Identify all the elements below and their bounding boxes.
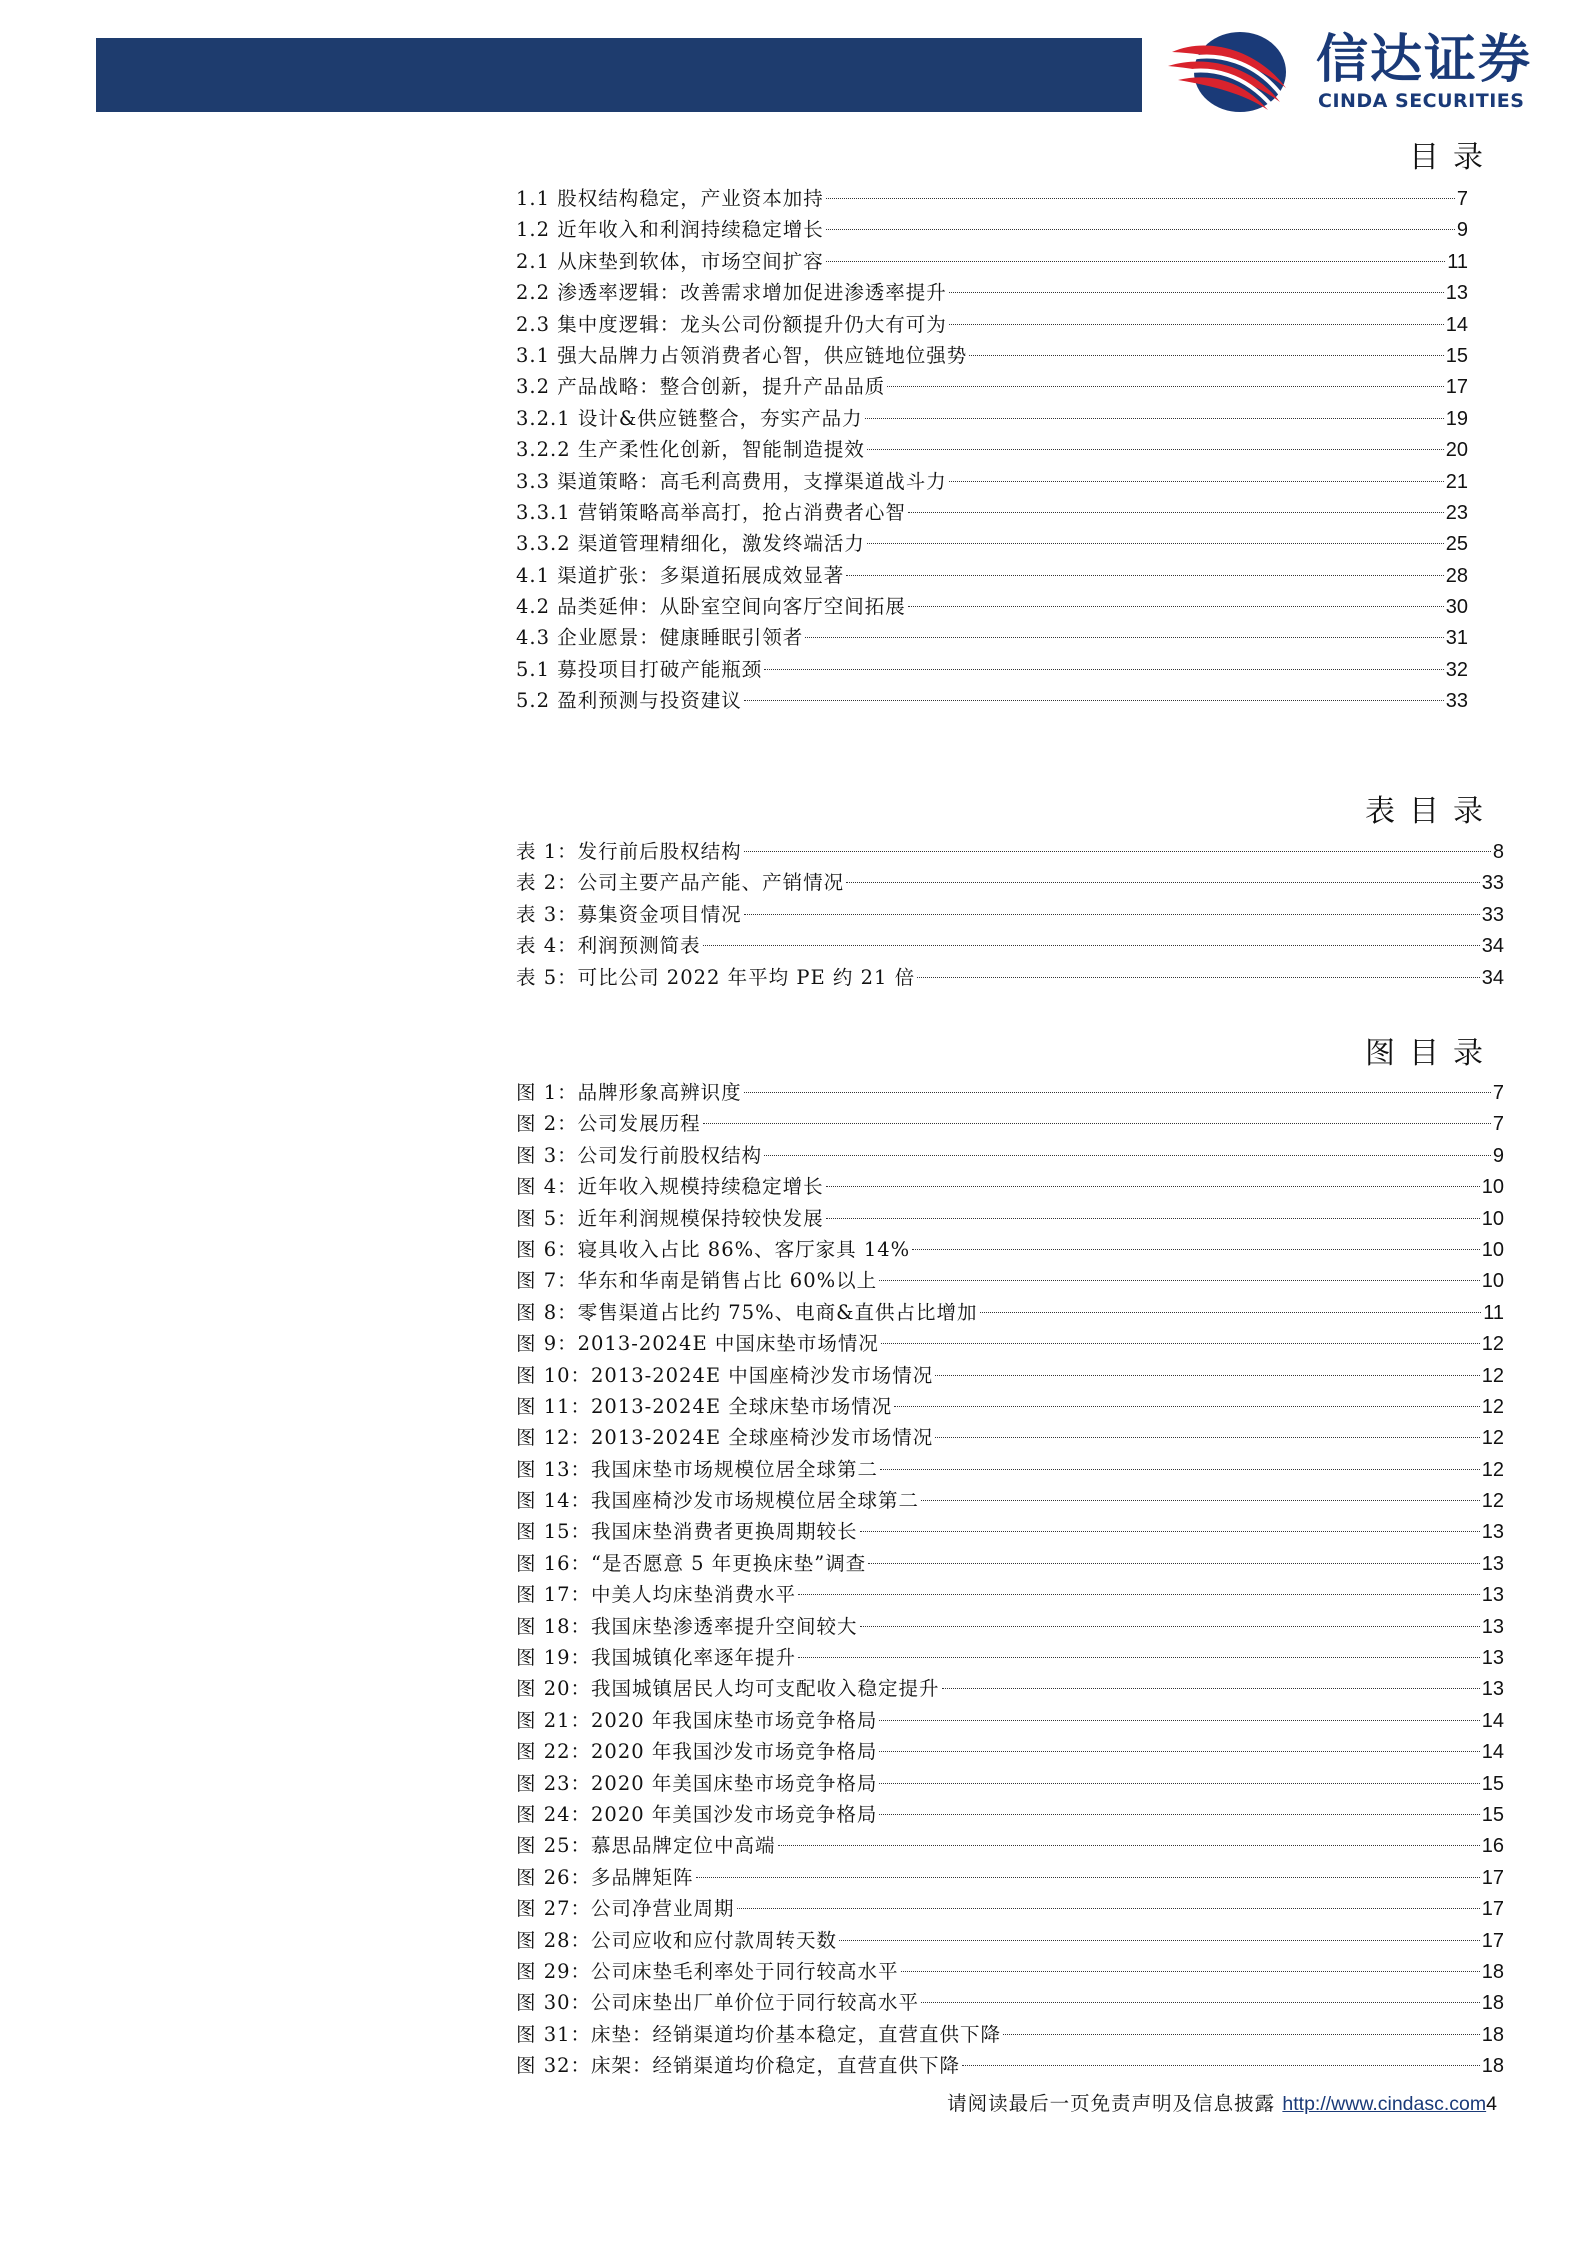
- dot-leader: [696, 1877, 1480, 1878]
- figure-entry-label: 图 29：公司床垫毛利率处于同行较高水平: [516, 1959, 899, 1983]
- toc-entry-label: 5.1 募投项目打破产能瓶颈: [516, 657, 763, 681]
- table-entry-label: 表 5：可比公司 2022 年平均 PE 约 21 倍: [516, 965, 916, 989]
- toc-entry-label: 3.2.2 生产柔性化创新，智能制造提效: [516, 438, 865, 462]
- dot-leader: [894, 1406, 1479, 1407]
- dot-leader: [826, 1186, 1480, 1187]
- dot-leader: [839, 1940, 1480, 1941]
- toc-entry-label: 1.1 股权结构稳定，产业资本加持: [516, 187, 824, 210]
- toc-entry-label: 4.1 渠道扩张：多渠道拓展成效显著: [516, 563, 845, 587]
- toc-entry-label: 3.2.1 设计&供应链整合，夯实产品力: [516, 406, 863, 430]
- figure-entry-page: 15: [1481, 1772, 1504, 1795]
- table-entry-label: 表 2：公司主要产品产能、产销情况: [516, 871, 845, 895]
- figure-entry-label: 图 19：我国城镇化率逐年提升: [516, 1646, 797, 1670]
- figure-entry[interactable]: [516, 1265, 1504, 1296]
- figure-entry-label: 图 30：公司床垫出厂单价位于同行较高水平: [516, 1991, 920, 2015]
- dot-leader: [917, 977, 1480, 978]
- figure-entry-label: 图 32：床架：经销渠道均价稳定，直营直供下降: [516, 2054, 961, 2078]
- dot-leader: [865, 418, 1444, 419]
- dot-leader: [867, 449, 1444, 450]
- figure-entry[interactable]: [516, 1673, 1504, 1704]
- figure-entry[interactable]: [516, 1516, 1504, 1547]
- table-entry[interactable]: [516, 867, 1504, 898]
- toc-entry[interactable]: [516, 497, 1468, 528]
- figure-entry-label: 图 28：公司应收和应付款周转天数: [516, 1928, 838, 1952]
- toc-entry-page: 14: [1445, 313, 1468, 336]
- figure-entry-label: 图 31：床垫：经销渠道均价基本稳定，直营直供下降: [516, 2022, 1002, 2046]
- toc-entry-page: 25: [1445, 533, 1468, 556]
- figure-entry[interactable]: [516, 1297, 1504, 1328]
- figure-entry[interactable]: [516, 1108, 1504, 1139]
- figure-entry-page: 17: [1481, 1929, 1504, 1952]
- figure-entry-label: 图 24：2020 年美国沙发市场竞争格局: [516, 1802, 878, 1826]
- figure-entry-label: 图 5：近年利润规模保持较快发展: [516, 1206, 824, 1230]
- figure-entry-label: 图 14：我国座椅沙发市场规模位居全球第二: [516, 1489, 920, 1513]
- figure-entry-label: 图 16：“是否愿意 5 年更换床垫”调查: [516, 1551, 867, 1575]
- toc-entry-page: 30: [1445, 596, 1468, 619]
- toc-entry-label: 1.2 近年收入和利润持续稳定增长: [516, 218, 824, 242]
- figure-entry[interactable]: [516, 1360, 1504, 1391]
- brand-logo: [1168, 30, 1560, 114]
- figure-entry-page: 13: [1481, 1552, 1504, 1575]
- figure-entry-label: 图 4：近年收入规模持续稳定增长: [516, 1175, 824, 1199]
- figure-entry-label: 图 22：2020 年我国沙发市场竞争格局: [516, 1740, 878, 1764]
- toc-entry-page: 17: [1445, 376, 1468, 399]
- dot-leader: [744, 914, 1480, 915]
- figure-entry-label: 图 21：2020 年我国床垫市场竞争格局: [516, 1708, 878, 1732]
- toc-entry-page: 7: [1456, 188, 1468, 210]
- dot-leader: [881, 1343, 1480, 1344]
- figure-entry-page: 18: [1481, 1992, 1504, 2015]
- toc-entry[interactable]: [516, 340, 1468, 371]
- figure-entry-page: 12: [1481, 1333, 1504, 1356]
- toc-entry-label: 4.3 企业愿景：健康睡眠引领者: [516, 626, 804, 650]
- toc-entry[interactable]: [516, 403, 1468, 434]
- dot-leader: [879, 1751, 1479, 1752]
- figure-entry[interactable]: [516, 1925, 1504, 1956]
- toc-entry[interactable]: [516, 654, 1468, 685]
- toc-entry[interactable]: [516, 622, 1468, 653]
- figure-entry[interactable]: [516, 1485, 1504, 1516]
- dot-leader: [846, 575, 1444, 576]
- figure-entry-label: 图 10：2013-2024E 中国座椅沙发市场情况: [516, 1363, 934, 1387]
- figures-heading: 图目录: [1365, 1036, 1497, 1071]
- brand-name-cn: 信达证券: [1316, 30, 1533, 90]
- toc-entry-page: 32: [1445, 658, 1468, 681]
- toc-entry-label: 5.2 盈利预测与投资建议: [516, 689, 742, 713]
- dot-leader: [764, 1155, 1491, 1156]
- figure-entry-page: 13: [1481, 1678, 1504, 1701]
- figure-entry-page: 10: [1481, 1176, 1504, 1199]
- figure-entry-label: 图 25：慕思品牌定位中高端: [516, 1834, 776, 1858]
- dot-leader: [798, 1594, 1480, 1595]
- figure-entry-page: 18: [1481, 2055, 1504, 2078]
- figure-entry-page: 12: [1481, 1458, 1504, 1481]
- dot-leader: [942, 1688, 1480, 1689]
- dot-leader: [901, 1971, 1480, 1972]
- dot-leader: [879, 1720, 1479, 1721]
- figure-entry[interactable]: [516, 1611, 1504, 1642]
- header-bar: [96, 38, 1142, 112]
- figure-entry-page: 10: [1481, 1270, 1504, 1293]
- figure-entry-label: 图 6：寝具收入占比 86%、客厅家具 14%: [516, 1237, 911, 1261]
- toc-entry-page: 11: [1447, 250, 1468, 273]
- figure-entry[interactable]: [516, 2019, 1504, 2050]
- figure-entry-page: 13: [1481, 1647, 1504, 1670]
- figures-list: [516, 1077, 1504, 2082]
- dot-leader: [846, 882, 1480, 883]
- figure-entry[interactable]: [516, 1077, 1504, 1108]
- table-entry[interactable]: [516, 899, 1504, 930]
- figure-entry[interactable]: [516, 1830, 1504, 1861]
- figure-entry-label: 图 7：华东和华南是销售占比 60%以上: [516, 1269, 878, 1293]
- figure-entry[interactable]: [516, 1171, 1504, 1202]
- figure-entry[interactable]: [516, 1956, 1504, 1987]
- dot-leader: [969, 355, 1444, 356]
- figure-entry[interactable]: [516, 1799, 1504, 1830]
- dot-leader: [826, 198, 1455, 199]
- figure-entry-label: 图 18：我国床垫渗透率提升空间较大: [516, 1614, 858, 1638]
- dot-leader: [879, 1814, 1479, 1815]
- figure-entry-label: 图 12：2013-2024E 全球座椅沙发市场情况: [516, 1426, 934, 1450]
- dot-leader: [737, 1908, 1480, 1909]
- figure-entry-label: 图 9：2013-2024E 中国床垫市场情况: [516, 1332, 879, 1356]
- table-entry-page: 34: [1481, 966, 1504, 989]
- figure-entry-page: 13: [1481, 1521, 1504, 1544]
- figure-entry-label: 图 15：我国床垫消费者更换周期较长: [516, 1520, 858, 1544]
- figure-entry[interactable]: [516, 1203, 1504, 1234]
- dot-leader: [867, 543, 1444, 544]
- dot-leader: [805, 637, 1444, 638]
- figure-entry-page: 16: [1481, 1835, 1504, 1858]
- figure-entry-label: 图 8：零售渠道占比约 75%、电商&直供占比增加: [516, 1300, 978, 1324]
- dot-leader: [921, 2002, 1480, 2003]
- dot-leader: [962, 2065, 1480, 2066]
- figure-entry[interactable]: [516, 1862, 1504, 1893]
- figure-entry-label: 图 20：我国城镇居民人均可支配收入稳定提升: [516, 1677, 940, 1701]
- toc-entry-page: 23: [1445, 501, 1468, 524]
- dot-leader: [764, 669, 1444, 670]
- toc-entry-label: 2.2 渗透率逻辑：改善需求增加促进渗透率提升: [516, 281, 947, 305]
- dot-leader: [703, 945, 1480, 946]
- figure-entry-label: 图 1：品牌形象高辨识度: [516, 1081, 742, 1104]
- figure-entry-page: 18: [1481, 1960, 1504, 1983]
- dot-leader: [949, 324, 1444, 325]
- toc-entry-label: 3.1 强大品牌力占领消费者心智，供应链地位强势: [516, 343, 968, 367]
- dot-leader: [778, 1845, 1480, 1846]
- footer-disclaimer: 请阅读最后一页免责声明及信息披露: [947, 2092, 1276, 2115]
- figure-entry[interactable]: [516, 1736, 1504, 1767]
- figure-entry[interactable]: [516, 1234, 1504, 1265]
- figure-entry-page: 11: [1483, 1301, 1504, 1324]
- figure-entry-page: 15: [1481, 1803, 1504, 1826]
- dot-leader: [860, 1531, 1480, 1532]
- figure-entry-page: 7: [1492, 1113, 1504, 1136]
- table-entry-label: 表 3：募集资金项目情况: [516, 902, 742, 926]
- figure-entry-page: 12: [1481, 1490, 1504, 1513]
- figure-entry-label: 图 11：2013-2024E 全球床垫市场情况: [516, 1394, 893, 1418]
- figure-entry-page: 10: [1481, 1207, 1504, 1230]
- dot-leader: [949, 292, 1444, 293]
- toc-entry-page: 19: [1445, 407, 1468, 430]
- figure-entry-label: 图 23：2020 年美国床垫市场竞争格局: [516, 1771, 878, 1795]
- toc-entry[interactable]: [516, 183, 1468, 214]
- toc-entry-page: 9: [1456, 219, 1468, 242]
- dot-leader: [980, 1312, 1482, 1313]
- figure-entry-page: 13: [1481, 1584, 1504, 1607]
- toc-entry-page: 28: [1445, 564, 1468, 587]
- dot-leader: [1003, 2034, 1480, 2035]
- toc-entry-page: 33: [1445, 690, 1468, 713]
- dot-leader: [949, 481, 1444, 482]
- figure-entry[interactable]: [516, 1391, 1504, 1422]
- figure-entry-label: 图 26：多品牌矩阵: [516, 1865, 694, 1889]
- dot-leader: [908, 512, 1444, 513]
- dot-leader: [879, 1783, 1479, 1784]
- tables-heading: 表目录: [1365, 794, 1497, 829]
- dot-leader: [744, 1092, 1491, 1093]
- dot-leader: [935, 1375, 1479, 1376]
- toc-entry[interactable]: [516, 528, 1468, 559]
- cinda-swoosh-logo-icon: [1168, 30, 1298, 114]
- figure-entry-page: 7: [1492, 1082, 1504, 1104]
- figure-entry-page: 17: [1481, 1898, 1504, 1921]
- figure-entry-label: 图 3：公司发行前股权结构: [516, 1143, 763, 1167]
- figure-entry-label: 图 13：我国床垫市场规模位居全球第二: [516, 1457, 879, 1481]
- table-entry-page: 33: [1481, 872, 1504, 895]
- figure-entry[interactable]: [516, 1893, 1504, 1924]
- toc-entry[interactable]: [516, 591, 1468, 622]
- toc-entry-page: 31: [1445, 627, 1468, 650]
- table-entry[interactable]: [516, 836, 1504, 867]
- figure-entry[interactable]: [516, 1987, 1504, 2018]
- dot-leader: [703, 1123, 1491, 1124]
- dot-leader: [860, 1626, 1480, 1627]
- toc-entry-label: 2.3 集中度逻辑：龙头公司份额提升仍大有可为: [516, 312, 947, 336]
- toc-entry[interactable]: [516, 685, 1468, 716]
- figure-entry[interactable]: [516, 1768, 1504, 1799]
- table-entry-page: 33: [1481, 903, 1504, 926]
- table-entry-label: 表 1：发行前后股权结构: [516, 840, 742, 863]
- toc-entry[interactable]: [516, 560, 1468, 591]
- toc-entry[interactable]: [516, 434, 1468, 465]
- dot-leader: [935, 1437, 1479, 1438]
- toc-entry-page: 13: [1445, 282, 1468, 305]
- footer: [947, 2090, 1497, 2118]
- dot-leader: [826, 229, 1455, 230]
- figure-entry-label: 图 27：公司净营业周期: [516, 1897, 735, 1921]
- page-number: 4: [1486, 2093, 1497, 2115]
- dot-leader: [908, 606, 1444, 607]
- toc-entry-page: 21: [1445, 470, 1468, 493]
- figure-entry[interactable]: [516, 1579, 1504, 1610]
- toc-entry-label: 4.2 品类延伸：从卧室空间向客厅空间拓展: [516, 595, 906, 619]
- footer-url-link[interactable]: http://www.cindasc.com: [1282, 2093, 1487, 2115]
- brand-name-en: CINDA SECURITIES: [1318, 90, 1525, 112]
- dot-leader: [880, 1469, 1480, 1470]
- toc-entry-label: 3.3.2 渠道管理精细化，激发终端活力: [516, 532, 865, 556]
- table-entry-page: 34: [1481, 935, 1504, 958]
- table-entry-label: 表 4：利润预测简表: [516, 934, 701, 958]
- toc-heading: 目录: [1409, 140, 1497, 175]
- toc-entry-page: 15: [1445, 344, 1468, 367]
- figure-entry-label: 图 17：中美人均床垫消费水平: [516, 1583, 797, 1607]
- figure-entry-page: 9: [1492, 1144, 1504, 1167]
- toc-list: [516, 183, 1504, 717]
- dot-leader: [921, 1500, 1480, 1501]
- toc-entry-label: 2.1 从床垫到软体，市场空间扩容: [516, 249, 824, 273]
- figure-entry-page: 12: [1481, 1395, 1504, 1418]
- figure-entry-label: 图 2：公司发展历程: [516, 1112, 701, 1136]
- dot-leader: [744, 851, 1491, 852]
- figure-entry[interactable]: [516, 1140, 1504, 1171]
- table-entry[interactable]: [516, 930, 1504, 961]
- figure-entry-page: 14: [1481, 1709, 1504, 1732]
- figure-entry-page: 12: [1481, 1364, 1504, 1387]
- figure-entry[interactable]: [516, 1705, 1504, 1736]
- toc-entry[interactable]: [516, 277, 1468, 308]
- dot-leader: [868, 1563, 1479, 1564]
- toc-entry-label: 3.3 渠道策略：高毛利高费用，支撑渠道战斗力: [516, 469, 947, 493]
- table-entry[interactable]: [516, 962, 1504, 993]
- dot-leader: [744, 700, 1444, 701]
- table-entry-page: 8: [1492, 841, 1504, 863]
- toc-entry[interactable]: [516, 466, 1468, 497]
- figure-entry-page: 18: [1481, 2023, 1504, 2046]
- toc-entry-label: 3.3.1 营销策略高举高打，抢占消费者心智: [516, 500, 906, 524]
- figure-entry[interactable]: [516, 2050, 1504, 2081]
- toc-entry-label: 3.2 产品战略：整合创新，提升产品品质: [516, 375, 886, 399]
- figure-entry-page: 17: [1481, 1866, 1504, 1889]
- figure-entry-page: 13: [1481, 1615, 1504, 1638]
- toc-entry[interactable]: [516, 214, 1468, 245]
- figure-entry[interactable]: [516, 1454, 1504, 1485]
- dot-leader: [798, 1657, 1480, 1658]
- dot-leader: [887, 386, 1444, 387]
- figure-entry[interactable]: [516, 1328, 1504, 1359]
- dot-leader: [912, 1249, 1480, 1250]
- figure-entry-page: 10: [1481, 1238, 1504, 1261]
- figure-entry-page: 14: [1481, 1741, 1504, 1764]
- tables-list: [516, 836, 1504, 993]
- figure-entry[interactable]: [516, 1642, 1504, 1673]
- figure-entry-page: 12: [1481, 1427, 1504, 1450]
- toc-entry-page: 20: [1445, 439, 1468, 462]
- dot-leader: [826, 261, 1446, 262]
- figure-entry[interactable]: [516, 1422, 1504, 1453]
- toc-entry[interactable]: [516, 246, 1468, 277]
- figure-entry[interactable]: [516, 1548, 1504, 1579]
- dot-leader: [826, 1218, 1480, 1219]
- dot-leader: [879, 1280, 1480, 1281]
- toc-entry[interactable]: [516, 371, 1468, 402]
- toc-entry[interactable]: [516, 309, 1468, 340]
